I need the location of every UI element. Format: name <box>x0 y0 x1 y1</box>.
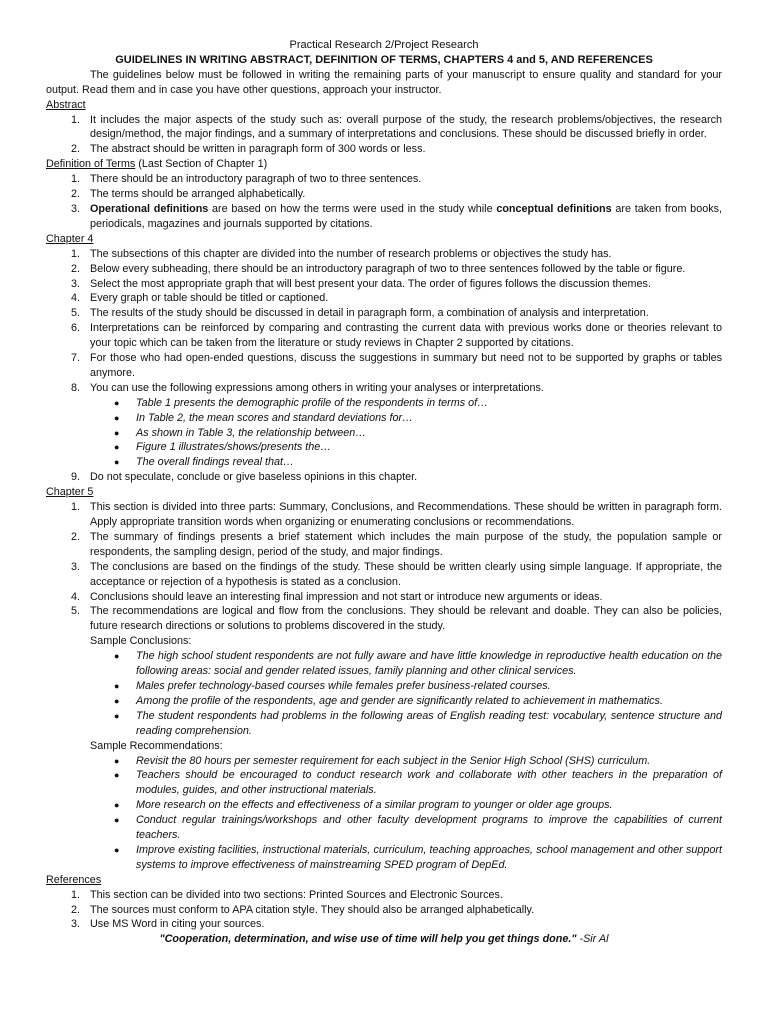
bullet-item <box>46 440 722 455</box>
bullet-icon: ● <box>114 442 120 453</box>
bullet-item <box>46 426 722 441</box>
item-number: 2. <box>70 143 80 156</box>
bullet-item <box>46 396 722 411</box>
list-item <box>46 917 722 932</box>
section-heading-definition-row <box>46 157 722 172</box>
section-heading-chapter5: Chapter 5 <box>46 486 94 499</box>
list-item <box>46 470 722 485</box>
bullet-item <box>46 798 722 813</box>
list-item <box>46 113 722 143</box>
bullet-text: Figure 1 illustrates/shows/presents the… <box>136 441 332 454</box>
item-number: 3. <box>70 202 80 215</box>
item-number: 3. <box>70 277 80 290</box>
item-number: 4. <box>70 590 80 603</box>
bullet-text: The overall findings reveal that… <box>136 456 294 469</box>
bullet-text: More research on the effects and effectiveness of a similar program to younger or older age groups. <box>136 799 613 812</box>
item-text: The subsections of this chapter are divided into the number of research problems or objectives the study has. <box>90 247 612 260</box>
item-text: The conclusions are based on the findings of the study. These should be written clearly using simple language. If appropriate, the acceptance or rejection of a hypothesis is stated as a conclusion. <box>90 560 722 588</box>
item-text: Use MS Word in citing your sources. <box>90 918 265 931</box>
bullet-item <box>46 754 722 769</box>
quote-text: "Cooperation, determination, and wise use of time will help you get things done." <box>159 933 577 946</box>
bullet-text: The student respondents had problems in the following areas of English reading test: vocabulary, sentence structure and reading comprehension. <box>136 709 722 737</box>
section-heading-abstract: Abstract <box>46 98 86 111</box>
bullet-icon: ● <box>114 815 120 826</box>
item-text: The summary of findings presents a brief statement which includes the main purpose of the study, the population sample or respondents, the sampling design, period of the study, and major findings. <box>90 530 722 558</box>
item-text: Conclusions should leave an interesting final impression and not start or introduce new arguments or ideas. <box>90 590 603 603</box>
item-text-part: are taken from books, periodicals, magazines and journals supported by citations. <box>90 202 722 230</box>
bullet-text: Revisit the 80 hours per semester requirement for each subject in the Senior High School (SHS) curriculum. <box>136 754 651 767</box>
intro-paragraph: The guidelines below must be followed in writing the remaining parts of your manuscript to ensure quality and standard for your output. Read them and in case you have other questions, approach your instructor. <box>46 68 722 96</box>
item-text: This section is divided into three parts: Summary, Conclusions, and Recommendations. These should be written in paragraph form. Apply appropriate transition words when organizing or enumerating conclusions or recommendations. <box>90 501 722 528</box>
sample-recommendations-label: Sample Recommendations: <box>90 739 223 752</box>
item-text <box>90 202 722 232</box>
closing-quote <box>46 932 722 947</box>
item-text: You can use the following expressions among others in writing your analyses or interpretations. <box>90 381 544 394</box>
term-operational: Operational definitions <box>90 202 209 215</box>
bullet-icon: ● <box>114 800 120 811</box>
item-text: For those who had open-ended questions, discuss the suggestions in summary but need not to be supported by graphs or tables anymore. <box>90 352 722 379</box>
item-text: There should be an introductory paragraph of two to three sentences. <box>90 173 422 186</box>
item-text: The abstract should be written in paragraph form of 300 words or less. <box>90 143 426 156</box>
bullet-item <box>46 679 722 694</box>
item-number: 1. <box>70 501 80 514</box>
bullet-text: Conduct regular trainings/workshops and other faculty development programs to improve the capabilities of current teachers. <box>136 814 722 842</box>
list-item <box>46 202 722 232</box>
list-item <box>46 187 722 202</box>
list-item <box>46 500 722 530</box>
list-item <box>46 888 722 903</box>
page-title: GUIDELINES IN WRITING ABSTRACT, DEFINITION OF TERMS, CHAPTERS 4 and 5, AND REFERENCES <box>115 53 653 66</box>
item-text: It includes the major aspects of the study such as: overall purpose of the study, the research problems/objectives, the research design/method, the major findings, and a summary of interpretations and conclusions. These should be discussed briefly in order. <box>90 113 722 141</box>
bullet-text: In Table 2, the mean scores and standard deviations for… <box>136 411 413 424</box>
list-item <box>46 351 722 381</box>
bullet-item <box>46 694 722 709</box>
item-number: 2. <box>70 530 80 543</box>
item-number: 2. <box>70 903 80 916</box>
quote-author: -Sir Al <box>576 933 609 946</box>
bullet-icon: ● <box>114 680 120 691</box>
bullet-text: Males prefer technology-based courses while females prefer business-related courses. <box>136 679 551 692</box>
item-number: 8. <box>70 381 80 394</box>
item-text: Select the most appropriate graph that will best present your data. The order of figures follows the discussion themes. <box>90 277 651 290</box>
bullet-icon: ● <box>114 770 120 781</box>
item-number: 7. <box>70 352 80 365</box>
list-item <box>46 381 722 396</box>
list-item <box>46 903 722 918</box>
list-item <box>46 142 722 157</box>
bullet-icon: ● <box>114 695 120 706</box>
bullet-icon: ● <box>114 755 120 766</box>
item-text: Every graph or table should be titled or captioned. <box>90 292 329 305</box>
bullet-icon: ● <box>114 427 120 438</box>
item-number: 5. <box>70 605 80 618</box>
list-item <box>46 262 722 277</box>
item-number: 2. <box>70 262 80 275</box>
bullet-icon: ● <box>114 397 120 408</box>
list-item <box>46 590 722 605</box>
item-text: Do not speculate, conclude or give baseless opinions in this chapter. <box>90 471 418 484</box>
list-item <box>46 247 722 262</box>
item-number: 3. <box>70 918 80 931</box>
sample-conclusions-label: Sample Conclusions: <box>90 635 192 648</box>
item-number: 9. <box>70 471 80 484</box>
bullet-text: Teachers should be encouraged to conduct research work and collaborate with other teachers in the preparation of modules, guides, and other instructional materials. <box>136 769 722 797</box>
item-text: Below every subheading, there should be an introductory paragraph of two to three sentences followed by the table or figure. <box>90 262 686 275</box>
list-item <box>46 277 722 292</box>
item-number: 2. <box>70 188 80 201</box>
bullet-item <box>46 843 722 873</box>
bullet-text: Table 1 presents the demographic profile of the respondents in terms of… <box>136 396 488 409</box>
section-heading-chapter4: Chapter 4 <box>46 232 94 245</box>
bullet-item <box>46 649 722 679</box>
item-number: 4. <box>70 292 80 305</box>
item-number: 1. <box>70 173 80 186</box>
bullet-text: As shown in Table 3, the relationship between… <box>136 426 367 439</box>
bullet-icon: ● <box>114 844 120 855</box>
item-text: The sources must conform to APA citation style. They should also be arranged alphabetically. <box>90 903 535 916</box>
list-item <box>46 172 722 187</box>
bullet-item <box>46 813 722 843</box>
bullet-text: Improve existing facilities, instructional materials, curriculum, teaching approaches, school management and other support systems to improve effectiveness of mainstreaming SPED program of DepEd. <box>136 843 722 871</box>
item-number: 5. <box>70 307 80 320</box>
bullet-icon: ● <box>114 412 120 423</box>
bullet-text: Among the profile of the respondents, age and gender are significantly related to achievement in mathematics. <box>136 694 663 707</box>
course-title: Practical Research 2/Project Research <box>289 39 479 51</box>
item-number: 1. <box>70 113 80 126</box>
bullet-item <box>46 768 722 798</box>
list-item <box>46 560 722 590</box>
list-item <box>46 321 722 351</box>
item-text: The recommendations are logical and flow from the conclusions. They should be relevant and doable. They can also be policies, future research directions or solutions to problems discovered in the study. <box>90 605 722 633</box>
bullet-icon: ● <box>114 651 120 662</box>
item-text: The terms should be arranged alphabetically. <box>90 188 306 201</box>
term-conceptual: conceptual definitions <box>496 202 612 215</box>
bullet-icon: ● <box>114 710 120 721</box>
list-item <box>46 291 722 306</box>
bullet-item <box>46 455 722 470</box>
bullet-item <box>46 411 722 426</box>
list-item <box>46 306 722 321</box>
item-text: This section can be divided into two sections: Printed Sources and Electronic Sources. <box>90 888 503 901</box>
list-item <box>46 530 722 560</box>
item-number: 1. <box>70 888 80 901</box>
section-heading-references: References <box>46 873 102 886</box>
section-heading-note: (Last Section of Chapter 1) <box>135 158 268 171</box>
section-heading-definition: Definition of Terms <box>46 158 136 171</box>
item-text: The results of the study should be discussed in detail in paragraph form, a combination of analysis and interpretation. <box>90 307 649 320</box>
item-number: 6. <box>70 322 80 335</box>
item-number: 1. <box>70 247 80 260</box>
item-number: 3. <box>70 560 80 573</box>
bullet-icon: ● <box>114 457 120 468</box>
bullet-item <box>46 709 722 739</box>
item-text: Interpretations can be reinforced by comparing and contrasting the current data with previous works done or theories relevant to your topic which can be taken from the literature or study reviews in Chapter 2 supported by citations. <box>90 322 722 350</box>
bullet-text: The high school student respondents are not fully aware and have little knowledge in reproductive health education on the following areas: social and gender related issues, family planning and other clinical services. <box>136 650 722 678</box>
item-text-part: are based on how the terms were used in the study while <box>208 202 497 215</box>
list-item <box>46 604 722 634</box>
